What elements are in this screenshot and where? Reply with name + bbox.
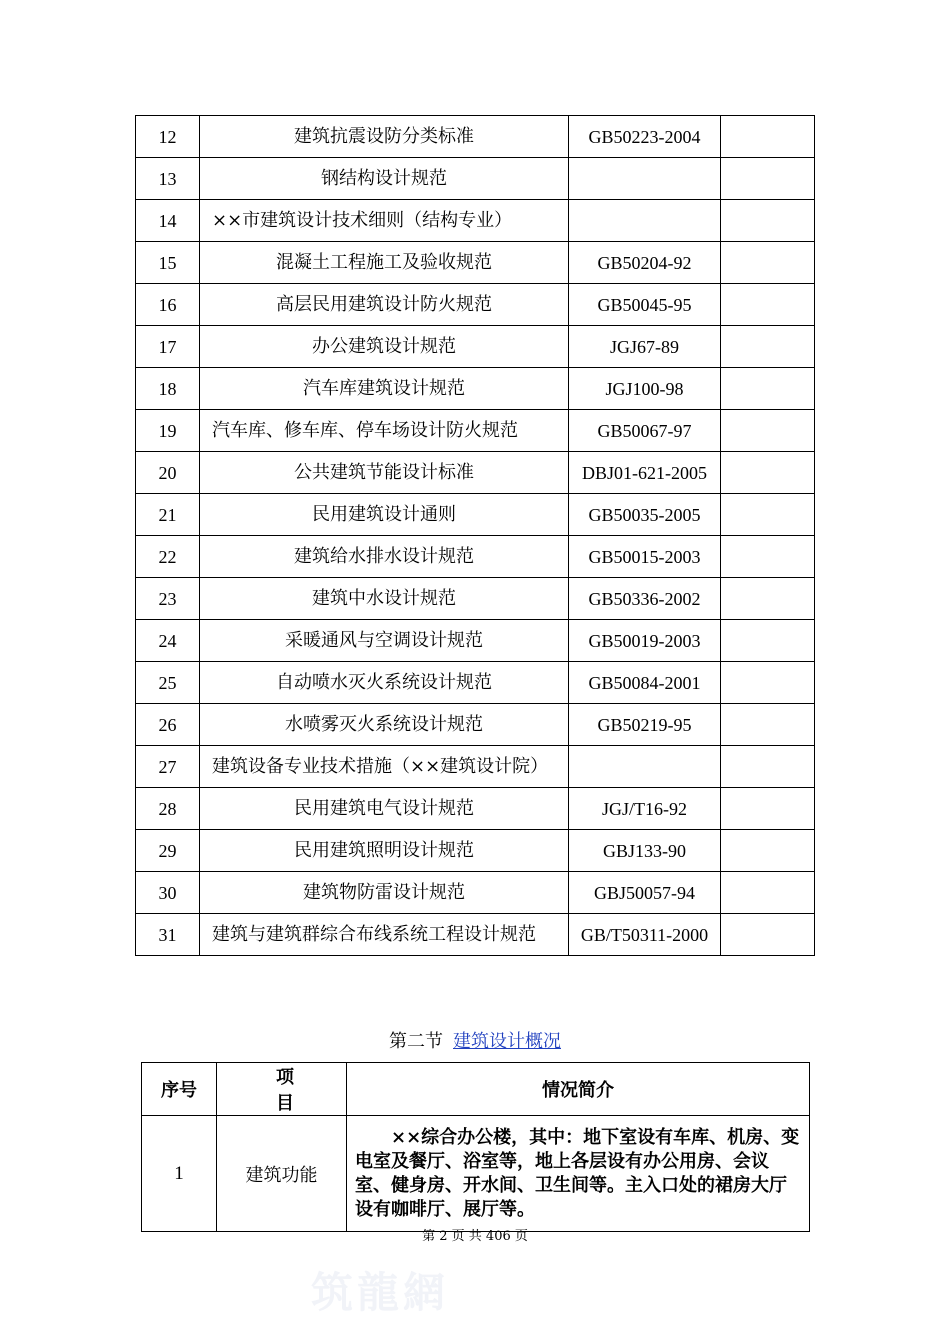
table-row — [136, 788, 815, 830]
standard-code: JGJ67-89 — [569, 326, 721, 368]
row-number: 20 — [136, 452, 200, 494]
standard-name: 建筑与建筑群综合布线系统工程设计规范 — [200, 914, 569, 956]
standard-note — [721, 746, 815, 788]
standard-name: 建筑物防雷设计规范 — [200, 872, 569, 914]
row-number: 27 — [136, 746, 200, 788]
standards-table — [135, 115, 815, 956]
header-desc: 情况简介 — [347, 1063, 810, 1116]
table-row — [136, 578, 815, 620]
standard-code: GBJ50057-94 — [569, 872, 721, 914]
standard-code: GB50084-2001 — [569, 662, 721, 704]
standard-name: 民用建筑照明设计规范 — [200, 830, 569, 872]
standard-name: 水喷雾灭火系统设计规范 — [200, 704, 569, 746]
header-item: 项 目 — [217, 1063, 347, 1116]
table-row — [136, 830, 815, 872]
standard-name: 混凝土工程施工及验收规范 — [200, 242, 569, 284]
row-number: 18 — [136, 368, 200, 410]
standard-code: GB/T50311-2000 — [569, 914, 721, 956]
table-row — [136, 536, 815, 578]
standard-name: 公共建筑节能设计标准 — [200, 452, 569, 494]
table-row — [136, 326, 815, 368]
overview-row — [142, 1116, 810, 1232]
standard-note — [721, 788, 815, 830]
table-row — [136, 200, 815, 242]
standard-note — [721, 158, 815, 200]
standard-code: JGJ/T16-92 — [569, 788, 721, 830]
standard-note — [721, 494, 815, 536]
page-footer: 第 2 页 共 406 页 — [422, 1229, 528, 1244]
standards-table-body — [136, 116, 815, 956]
overview-seq: 1 — [142, 1116, 217, 1232]
standard-code: DBJ01-621-2005 — [569, 452, 721, 494]
standard-note — [721, 200, 815, 242]
row-number: 26 — [136, 704, 200, 746]
overview-table — [141, 1062, 810, 1232]
row-number: 31 — [136, 914, 200, 956]
row-number: 12 — [136, 116, 200, 158]
table-row — [136, 452, 815, 494]
row-number: 13 — [136, 158, 200, 200]
overview-header-row — [142, 1063, 810, 1116]
standard-code: GB50015-2003 — [569, 536, 721, 578]
row-number: 17 — [136, 326, 200, 368]
standard-code — [569, 200, 721, 242]
row-number: 29 — [136, 830, 200, 872]
standard-code: GB50223-2004 — [569, 116, 721, 158]
row-number: 24 — [136, 620, 200, 662]
standard-note — [721, 914, 815, 956]
row-number: 16 — [136, 284, 200, 326]
standard-name: 民用建筑电气设计规范 — [200, 788, 569, 830]
standard-name: 建筑中水设计规范 — [200, 578, 569, 620]
row-number: 19 — [136, 410, 200, 452]
table-row — [136, 914, 815, 956]
standard-code: GB50019-2003 — [569, 620, 721, 662]
standard-note — [721, 872, 815, 914]
standard-code: GB50045-95 — [569, 284, 721, 326]
standard-name: 建筑给水排水设计规范 — [200, 536, 569, 578]
section-heading — [0, 1030, 950, 1054]
table-row — [136, 368, 815, 410]
overview-item: 建筑功能 — [217, 1116, 347, 1232]
table-row — [136, 746, 815, 788]
standard-name: 自动喷水灭火系统设计规范 — [200, 662, 569, 704]
table-row — [136, 704, 815, 746]
row-number: 25 — [136, 662, 200, 704]
standard-note — [721, 116, 815, 158]
standard-note — [721, 620, 815, 662]
standard-note — [721, 578, 815, 620]
standard-name: 汽车库、修车库、停车场设计防火规范 — [200, 410, 569, 452]
standard-note — [721, 830, 815, 872]
table-row — [136, 662, 815, 704]
table-row — [136, 620, 815, 662]
row-number: 28 — [136, 788, 200, 830]
standard-name: 建筑设备专业技术措施（××建筑设计院） — [200, 746, 569, 788]
table-row — [136, 872, 815, 914]
row-number: 21 — [136, 494, 200, 536]
standard-name: 钢结构设计规范 — [200, 158, 569, 200]
table-row — [136, 116, 815, 158]
standard-code — [569, 158, 721, 200]
standard-note — [721, 284, 815, 326]
standard-note — [721, 242, 815, 284]
standard-name: 采暖通风与空调设计规范 — [200, 620, 569, 662]
standard-code: GB50035-2005 — [569, 494, 721, 536]
standard-note — [721, 704, 815, 746]
standard-note — [721, 326, 815, 368]
standard-code: GB50336-2002 — [569, 578, 721, 620]
standard-code: JGJ100-98 — [569, 368, 721, 410]
standard-note — [721, 536, 815, 578]
row-number: 15 — [136, 242, 200, 284]
standard-code: GB50219-95 — [569, 704, 721, 746]
standard-note — [721, 452, 815, 494]
table-row — [136, 284, 815, 326]
row-number: 22 — [136, 536, 200, 578]
standard-note — [721, 662, 815, 704]
table-row — [136, 494, 815, 536]
standard-code: GB50204-92 — [569, 242, 721, 284]
section-title-link[interactable]: 建筑设计概况 — [453, 1031, 561, 1052]
row-number: 14 — [136, 200, 200, 242]
standard-note — [721, 368, 815, 410]
section-number: 第二节 — [389, 1031, 443, 1052]
standard-name: 办公建筑设计规范 — [200, 326, 569, 368]
table-row — [136, 410, 815, 452]
standard-note — [721, 410, 815, 452]
standard-name: 高层民用建筑设计防火规范 — [200, 284, 569, 326]
standard-name: 民用建筑设计通则 — [200, 494, 569, 536]
overview-desc: ××综合办公楼，其中：地下室设有车库、机房、变电室及餐厅、浴室等，地上各层设有办公用房、会议室、健身房、开水间、卫生间等。主入口处的裙房大厅设有咖啡厅、展厅等。 — [347, 1116, 810, 1232]
standard-name: ××市建筑设计技术细则（结构专业） — [200, 200, 569, 242]
standard-name: 汽车库建筑设计规范 — [200, 368, 569, 410]
standard-code: GBJ133-90 — [569, 830, 721, 872]
row-number: 23 — [136, 578, 200, 620]
table-row — [136, 242, 815, 284]
standard-code: GB50067-97 — [569, 410, 721, 452]
table-row — [136, 158, 815, 200]
row-number: 30 — [136, 872, 200, 914]
header-seq: 序号 — [142, 1063, 217, 1116]
standard-name: 建筑抗震设防分类标准 — [200, 116, 569, 158]
standard-code — [569, 746, 721, 788]
watermark-logo: 筑龍網 — [310, 1268, 449, 1317]
